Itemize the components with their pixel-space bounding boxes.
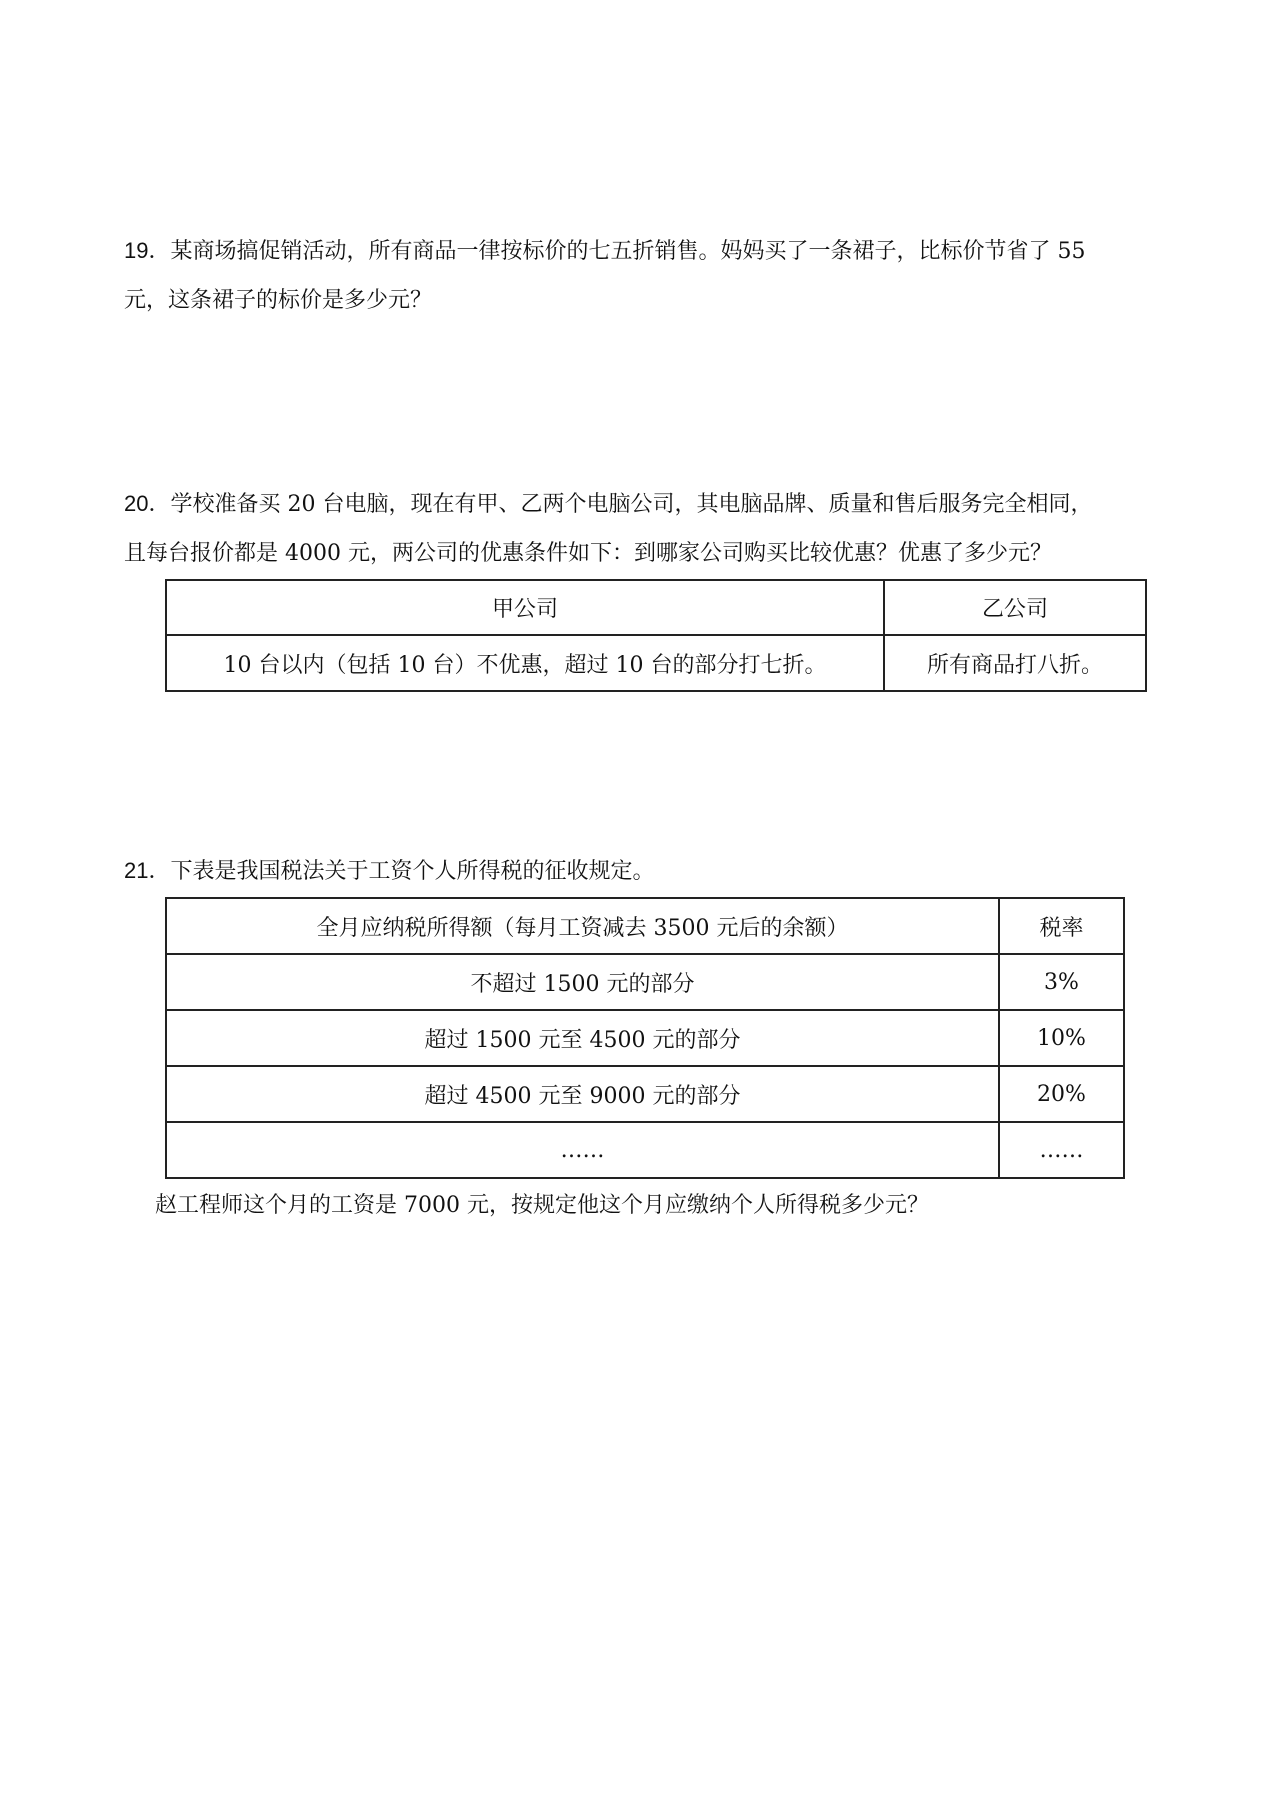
- question-19-number: 19．: [124, 238, 171, 263]
- question-21-line-1: [124, 856, 655, 887]
- table-row: [166, 954, 1124, 1010]
- income-bracket-ellipsis: ……: [166, 1122, 999, 1178]
- question-19-text-1: 某商场搞促销活动，所有商品一律按标价的七五折销售。妈妈买了一条裙子，比标价节省了 55: [170, 239, 1086, 264]
- income-bracket-3: 超过 4500 元至 9000 元的部分: [166, 1066, 999, 1122]
- question-21-number: 21．: [124, 858, 171, 883]
- company-a-header: 甲公司: [166, 580, 884, 635]
- income-header: 全月应纳税所得额（每月工资减去 3500 元后的余额）: [166, 898, 999, 954]
- rate-3: 20%: [999, 1066, 1124, 1122]
- company-b-header: 乙公司: [884, 580, 1146, 635]
- question-21-text-1: 下表是我国税法关于工资个人所得税的征收规定。: [170, 859, 655, 884]
- table-row: [166, 1010, 1124, 1066]
- rate-2: 10%: [999, 1010, 1124, 1066]
- question-20-line-1: [124, 489, 1092, 520]
- company-offer-table: [165, 579, 1147, 692]
- table-row: [166, 1066, 1124, 1122]
- company-a-offer: 10 台以内（包括 10 台）不优惠，超过 10 台的部分打七折。: [166, 635, 884, 691]
- question-21-followup: 赵工程师这个月的工资是 7000 元，按规定他这个月应缴纳个人所得税多少元？: [155, 1193, 929, 1218]
- question-20-text-1: 学校准备买 20 台电脑，现在有甲、乙两个电脑公司，其电脑品牌、质量和售后服务完全相同，: [170, 492, 1093, 517]
- company-table-row: [166, 635, 1146, 691]
- question-20-number: 20．: [124, 491, 171, 516]
- company-table-header-row: [166, 580, 1146, 635]
- question-19-text-2: 元，这条裙子的标价是多少元？: [124, 288, 433, 313]
- question-20-text-2: 且每台报价都是 4000 元，两公司的优惠条件如下：到哪家公司购买比较优惠？优惠了多少元？: [124, 541, 1052, 566]
- rate-ellipsis: ……: [999, 1122, 1124, 1178]
- rate-header: 税率: [999, 898, 1124, 954]
- tax-table-header-row: [166, 898, 1124, 954]
- income-bracket-1: 不超过 1500 元的部分: [166, 954, 999, 1010]
- company-b-offer: 所有商品打八折。: [884, 635, 1146, 691]
- income-bracket-2: 超过 1500 元至 4500 元的部分: [166, 1010, 999, 1066]
- table-row: [166, 1122, 1124, 1178]
- tax-rate-table: [165, 897, 1125, 1179]
- rate-1: 3%: [999, 954, 1124, 1010]
- question-19-line-1: [124, 236, 1085, 267]
